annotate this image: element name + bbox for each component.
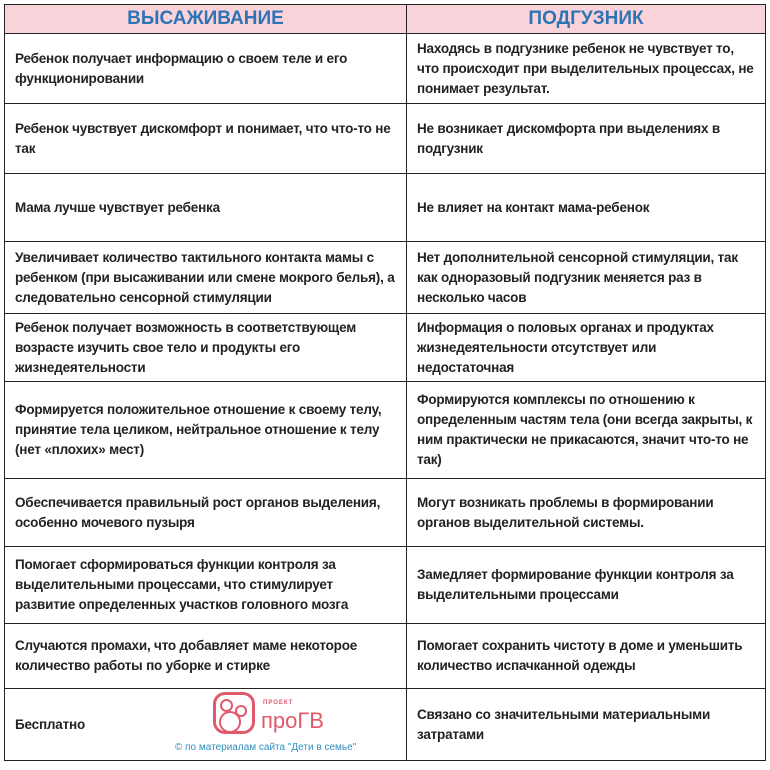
table-row bbox=[5, 547, 766, 624]
diaper-cell: Замедляет формирование функции контроля за выделительными процессами bbox=[407, 547, 766, 624]
potty-cell: Формируется положительное отношение к своему телу, принятие тела целиком, нейтральное отношение к телу (нет «плохих» мест) bbox=[5, 382, 407, 479]
potty-cell: Мама лучше чувствует ребенка bbox=[5, 174, 407, 242]
potty-cell: Случаются промахи, что добавляет маме некоторое количество работы по уборке и стирке bbox=[5, 624, 407, 689]
potty-cell: Ребенок чувствует дискомфорт и понимает, что что-то не так bbox=[5, 104, 407, 174]
table-row bbox=[5, 104, 766, 174]
diaper-cell: Связано со значительными материальными затратами bbox=[407, 689, 766, 761]
potty-cell-text: Бесплатно bbox=[15, 716, 85, 732]
table-row bbox=[5, 242, 766, 314]
potty-cell bbox=[5, 689, 407, 761]
diaper-cell: Информация о половых органах и продуктах жизнедеятельности отсутствует или недостаточная bbox=[407, 314, 766, 382]
diaper-cell: Находясь в подгузнике ребенок не чувствует то, что происходит при выделительных процессах, не понимает результат. bbox=[407, 34, 766, 104]
potty-cell: Ребенок получает возможность в соответствующем возрасте изучить свое тело и продукты его жизнедеятельности bbox=[5, 314, 407, 382]
logo bbox=[175, 692, 385, 758]
potty-cell: Увеличивает количество тактильного контакта мамы с ребенком (при высаживании или смене мокрого белья), а следовательно сенсорной стимуляции bbox=[5, 242, 407, 314]
potty-cell: Помогает сформироваться функции контроля за выделительными процессами, что стимулирует развитие определенных участков головного мозга bbox=[5, 547, 407, 624]
table-row bbox=[5, 174, 766, 242]
table-row bbox=[5, 624, 766, 689]
table-row bbox=[5, 34, 766, 104]
table-row bbox=[5, 479, 766, 547]
last-cell-content bbox=[15, 690, 396, 760]
header-potty: ВЫСАЖИВАНИЕ bbox=[5, 5, 407, 34]
diaper-cell: Не возникает дискомфорта при выделениях в подгузник bbox=[407, 104, 766, 174]
diaper-cell: Помогает сохранить чистоту в доме и уменьшить количество испачканной одежды bbox=[407, 624, 766, 689]
comparison-table bbox=[4, 4, 766, 761]
credit-text: © по материалам сайта "Дети в семье" bbox=[175, 741, 357, 753]
potty-cell: Ребенок получает информацию о своем теле и его функционировании bbox=[5, 34, 407, 104]
potty-cell: Обеспечивается правильный рост органов выделения, особенно мочевого пузыря bbox=[5, 479, 407, 547]
diaper-cell: Нет дополнительной сенсорной стимуляции, так как одноразовый подгузник меняется раз в несколько часов bbox=[407, 242, 766, 314]
table-row bbox=[5, 314, 766, 382]
logo-mark-icon bbox=[213, 692, 255, 734]
diaper-cell: Могут возникать проблемы в формировании органов выделительной системы. bbox=[407, 479, 766, 547]
header-row bbox=[5, 5, 766, 34]
logo-project: ПРОЕКТ bbox=[263, 699, 294, 706]
logo-name: проГВ bbox=[261, 707, 324, 733]
table-row bbox=[5, 689, 766, 761]
header-diaper: ПОДГУЗНИК bbox=[407, 5, 766, 34]
diaper-cell: Формируются комплексы по отношению к определенным частям тела (они всегда закрыты, к ним практически не прикасаются, значит что-то не так) bbox=[407, 382, 766, 479]
table-row bbox=[5, 382, 766, 479]
diaper-cell: Не влияет на контакт мама-ребенок bbox=[407, 174, 766, 242]
